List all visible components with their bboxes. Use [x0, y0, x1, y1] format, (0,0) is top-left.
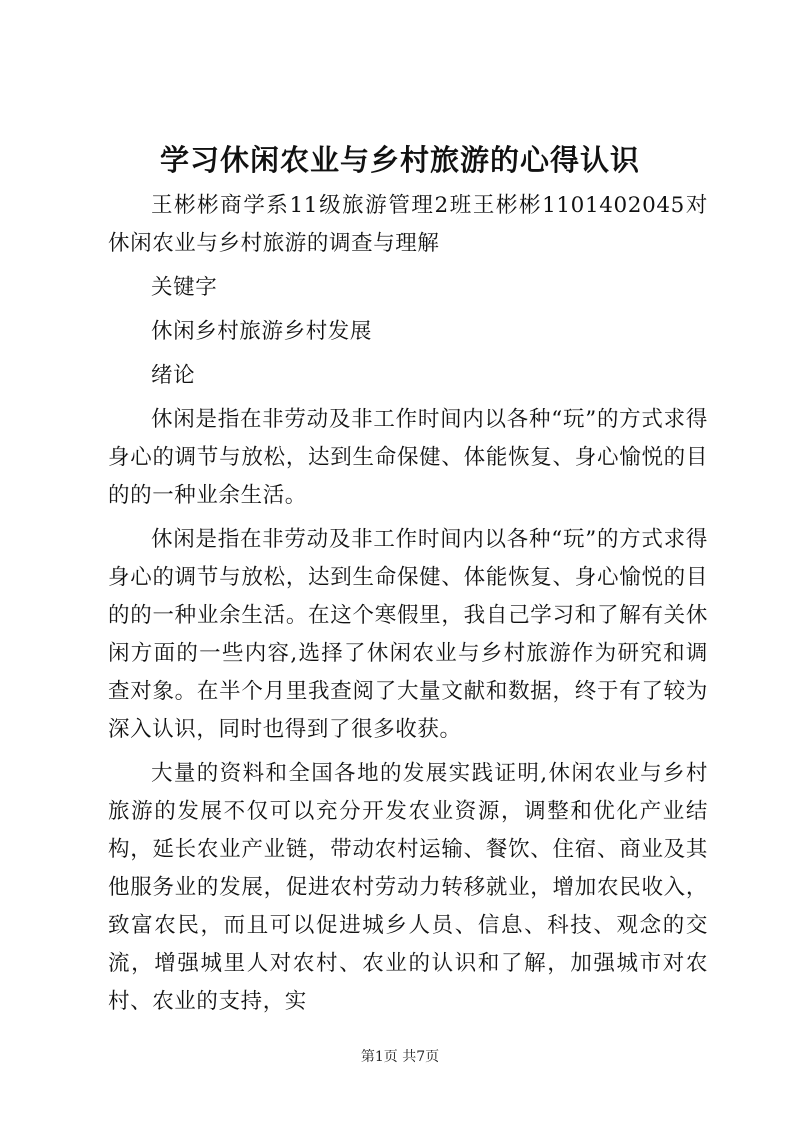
document-title: 学习休闲农业与乡村旅游的心得认识: [159, 143, 640, 177]
document-body: [108, 187, 708, 1027]
keywords-heading: 关键字: [151, 275, 218, 300]
page-number-footer: 第1页 共7页: [360, 1049, 440, 1065]
body-paragraph: 休闲是指在非劳动及非工作时间内以各种“玩”的方式求得身心的调节与放松，达到生命保健、体能恢复、身心愉悦的目的的一种业余生活。: [108, 407, 708, 508]
body-paragraph: 大量的资料和全国各地的发展实践证明,休闲农业与乡村旅游的发展不仅可以充分开发农业资源，调整和优化产业结构，延长农业产业链，带动农村运输、餐饮、住宿、商业及其他服务业的发展，促进农村劳动力转移就业，增加农民收入，致富农民，而且可以促进城乡人员、信息、科技、观念的交流，增强城里人对农村、农业的认识和了解，加强城市对农村、农业的支持，实: [108, 761, 708, 1014]
author-info-paragraph: 王彬彬商学系11级旅游管理2班王彬彬1101402045对休闲农业与乡村旅游的调查与理解: [108, 193, 708, 256]
body-paragraph: 休闲是指在非劳动及非工作时间内以各种“玩”的方式求得身心的调节与放松，达到生命保健、体能恢复、身心愉悦的目的的一种业余生活。在这个寒假里，我自己学习和了解有关休闲方面的一些内容,选择了休闲农业与乡村旅游作为研究和调查对象。在半个月里我查阅了大量文献和数据，终于有了较为深入认识，同时也得到了很多收获。: [108, 527, 708, 742]
keywords-paragraph: 休闲乡村旅游乡村发展: [151, 319, 373, 344]
introduction-heading: 绪论: [151, 363, 196, 388]
